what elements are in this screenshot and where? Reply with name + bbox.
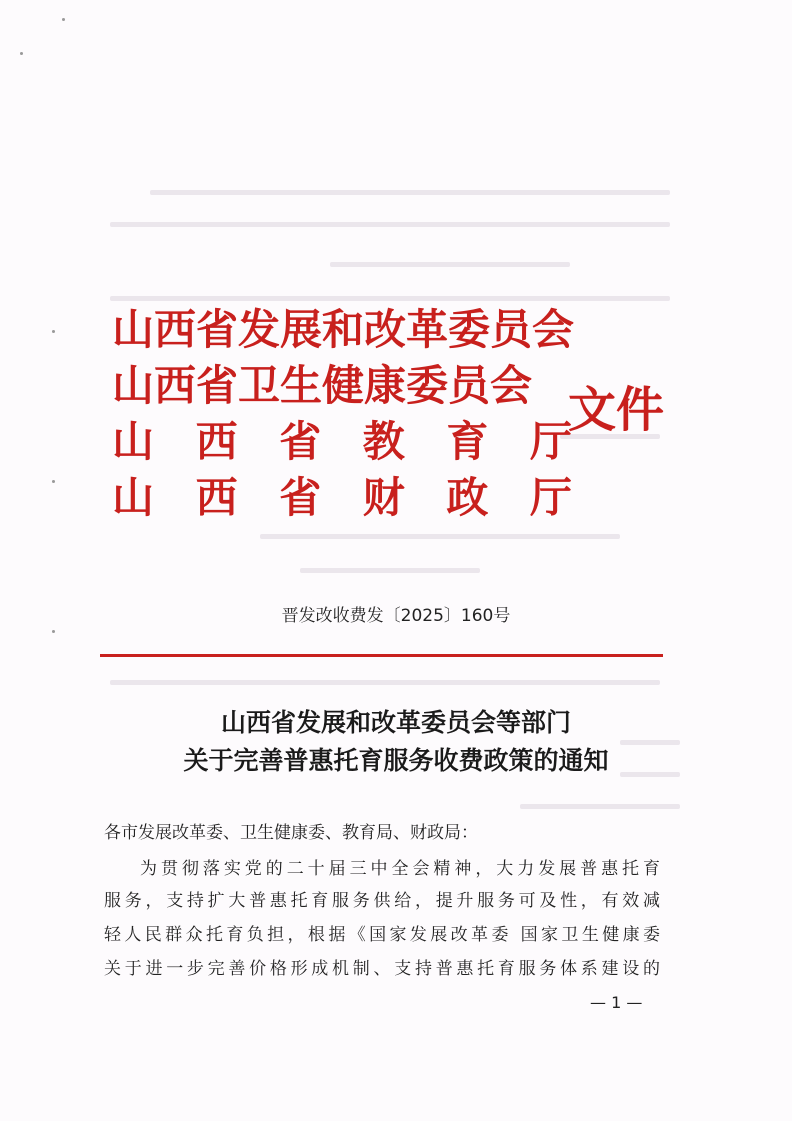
scan-speck (62, 18, 65, 21)
bleed-through-mark (110, 680, 660, 685)
bleed-through-mark (520, 804, 680, 809)
bleed-through-mark (110, 296, 670, 301)
document-type-label: 文件 (568, 382, 665, 438)
bleed-through-mark (150, 190, 670, 195)
page-number: — 1 — (590, 993, 643, 1012)
scan-speck (52, 630, 55, 633)
body-line: 为贯彻落实党的二十届三中全会精神，大力发展普惠托育 (140, 859, 660, 879)
document-number: 晋发改收费发〔2025〕160号 (281, 606, 511, 626)
body-line: 轻人民群众托育负担，根据《国家发展改革委 国家卫生健康委 (104, 925, 660, 945)
issuer-char: 财 (362, 473, 405, 522)
body-line: 关于进一步完善价格形成机制、支持普惠托育服务体系建设的 (104, 959, 660, 979)
issuer-char: 厅 (529, 417, 572, 466)
document-title-line-2: 关于完善普惠托育服务收费政策的通知 (183, 746, 609, 775)
issuer-char: 西 (195, 473, 238, 522)
scan-speck (52, 480, 55, 483)
issuer-char: 厅 (529, 473, 572, 522)
document-title-line-1: 山西省发展和改革委员会等部门 (220, 708, 571, 737)
bleed-through-mark (330, 262, 570, 267)
issuer-char: 山 (112, 417, 155, 466)
bleed-through-mark (110, 222, 670, 227)
scan-speck (52, 330, 55, 333)
issuer-char: 山 (112, 473, 155, 522)
issuer-line-1: 山西省发展和改革委员会 (112, 305, 575, 354)
scan-speck (20, 52, 23, 55)
body-line: 服务，支持扩大普惠托育服务供给，提升服务可及性，有效减 (104, 891, 660, 911)
issuer-line-2: 山西省卫生健康委员会 (112, 361, 533, 410)
issuer-char: 省 (279, 473, 322, 522)
bleed-through-mark (260, 534, 620, 539)
issuer-line-3 (112, 417, 572, 467)
issuer-char: 教 (362, 417, 405, 466)
issuer-line-4 (112, 473, 572, 523)
red-separator-rule (100, 654, 663, 657)
issuer-char: 育 (446, 417, 489, 466)
salutation: 各市发展改革委、卫生健康委、教育局、财政局： (104, 823, 478, 843)
issuer-char: 西 (195, 417, 238, 466)
bleed-through-mark (300, 568, 480, 573)
issuer-char: 政 (446, 473, 489, 522)
issuer-char: 省 (279, 417, 322, 466)
